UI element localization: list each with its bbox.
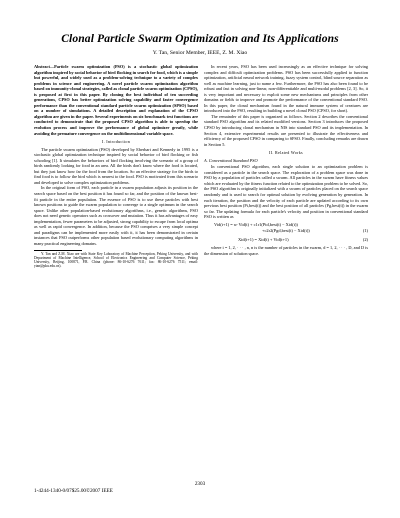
equation-1-line-2: +c2r2(Pgd,best(t) − Xid(t)) — [262, 228, 310, 234]
right-paragraph-2: The remainder of this paper is organized as follows. Section 2 describes the conventional standard PSO algorithm and its related modified versions. Section 3 introduces the proposed CPSO by introducing clonal mechanism in NIS into standard PSO and its implementation. In Section 4, extensive experimental results are presented to illustrate the effectiveness and efficiency of the proposed CPSO in comparing to SPSO. Finally, concluding remarks are drawn in Section 5. — [204, 113, 368, 147]
section-heading-introduction: I. Introduction — [101, 139, 131, 145]
section-heading-related-works: II. Related Works — [269, 150, 303, 156]
equation-2 — [204, 237, 368, 243]
equation-1 — [204, 222, 368, 235]
page-number: 2303 — [194, 481, 206, 487]
equation-1-line-1: Vid(t+1) = w·Vid(t) + c1r1(Pid,best(t) − Xid(t)) — [214, 221, 298, 227]
left-column — [34, 64, 198, 269]
right-paragraph-1: In recent years, PSO has been used increasingly as an effective technique for solving complex and difficult optimization problems. PSO has been successfully applied to function optimization, artificial neural network training, fuzzy system control, blind source separation as well as machine learning, just to name a few. Furthermore, the PSO has also been found to be robust and fast in solving non-linear, non-differentiable and multi-modal problems [2, 3]. So, it is very important and necessary to exploit some new mechanisms and principles from other domains or fields to improve and promote the performance of the conventional standard PSO. In this paper, the clonal mechanism found in the natural immune system of creatures are introduced into the PSO, resulting in building a novel clonal PSO (CPSO, for short). — [204, 64, 368, 114]
intro-paragraph-1: The particle swarm optimization (PSO) developed by Eberhart and Kennedy in 1995 is a stochastic global optimization technique inspired by social behavior of bird flocking or fish schooling [1]. It simulates the behaviors of bird flocking involving the scenario of a group of birds randomly looking for food in an area. All the birds don't know where the food is located, but they just know how far the food from the location. So an effective strategy for the birds to find food is to follow the bird which is nearest to the food. PSO is motivated from this scenario and developed to solve complex optimization problems. — [34, 146, 198, 185]
intro-paragraph-2: In the original form of PSO, each particle in a swarm population adjusts its position in the search space based on the best position it has found so far, and the position of the known best-fit particle in the entire population. The essence of PSO is to use these particles with best known positions to guide the swarm population to converge to a single optimum in the search space. Unlike other population-based evolutionary algorithms, i.e., genetic algorithms, PSO does not need genetic operators such as crossover and mutation. Thus it has advantages of easy implementation, fewer parameters to be adjusted, strong capability to escape from local optima as well as rapid convergence. In addition, because the PSO comprises a very simple concept and paradigms can be implemented more easily with it, it has been demonstrated in certain instances that PSO outperforms other population based evolutionary computing algorithms in many practical engineering domains. — [34, 185, 198, 246]
paper-authors: Y. Tan, Senior Member, IEEE, Z. M. Xiao — [152, 50, 248, 56]
subsection-heading-standard-pso: A. Conventional Standard PSO — [204, 157, 258, 163]
footnote-rule — [34, 250, 82, 251]
isbn-footer: 1-4244-1340-0/07$25.00©2007 IEEE — [34, 488, 113, 494]
equation-where-text: where i = 1, 2, · · · , n, n is the number of particles in the swarm, d = 1, 2, · · · , D, and D is the dimension of solution space. — [204, 244, 368, 256]
equation-2-number: (2) — [362, 236, 368, 242]
paper-title: Clonal Particle Swarm Optimization and Its Applications — [61, 32, 339, 45]
abstract: Abstract—Particle swarm optimization (PSO) is a stochastic global optimization algorithm inspired by social behavior of bird flocking in search for food, which is a simple but powerful, and widely used as a problem-solving technique to a variety of complex problems in science and engineering. A novel particle swarm optimization algorithm based on immunity-clonal strategies, called as clonal particle swarm optimization (CPSO), is proposed at first in this paper. By cloning the best individual of ten succeeding generations, CPSO has better optimization solving capability and faster convergence performance than the conventional standard particle swarm optimization (SPSO) based on a number of simulations. A detailed description and explanation of the CPSO algorithm are given in the paper. Several experiments on six benchmark test functions are conducted to demonstrate that the proposed CPSO algorithm is able to speedup the evolution process and improve the performance of global optimizer greatly, while avoiding the premature convergence on the multidimensional variable space. — [34, 64, 198, 136]
right-column — [204, 64, 368, 256]
equation-1-number: (1) — [362, 227, 368, 233]
standard-pso-paragraph: In conventional PSO algorithm, each single solution to an optimization problem is considered as a particle in the search space. The exploration of a problem space was done in PSO by a population of particles called a swarm. All particles in the swarm have fitness values which are evaluated by the fitness function related to the optimization problem to be solved. So, the PSO algorithm is originally initialized with a swarm of particles placed on the search space randomly and is used to search for optimal solution by evolving generation by generation. In each iteration, the position and the velocity of each particle are updated according to its own previous best position (Pi,best(t)) and the best position of all particles (Pg,best(t)) in the swarm so far. The updating formula for each particle's velocity and position in conventional standard PSO is written as — [204, 164, 368, 220]
author-footnote: Y. Tan and Z.M. Xiao are with State Key Laboratory of Machine Perception, Peking University, and with Department of Machine Intelligence, School of Electronics Engineering and Computer Science, Peking University, Beijing, 100871, P.R. China (phone: 86-10-6276 7611; fax: 86-10-6276 7511; email: ytan@pku.edu.cn). — [34, 251, 198, 269]
equation-2-line: Xid(t+1) = Xid(t) + Vid(t+1) — [238, 236, 289, 242]
